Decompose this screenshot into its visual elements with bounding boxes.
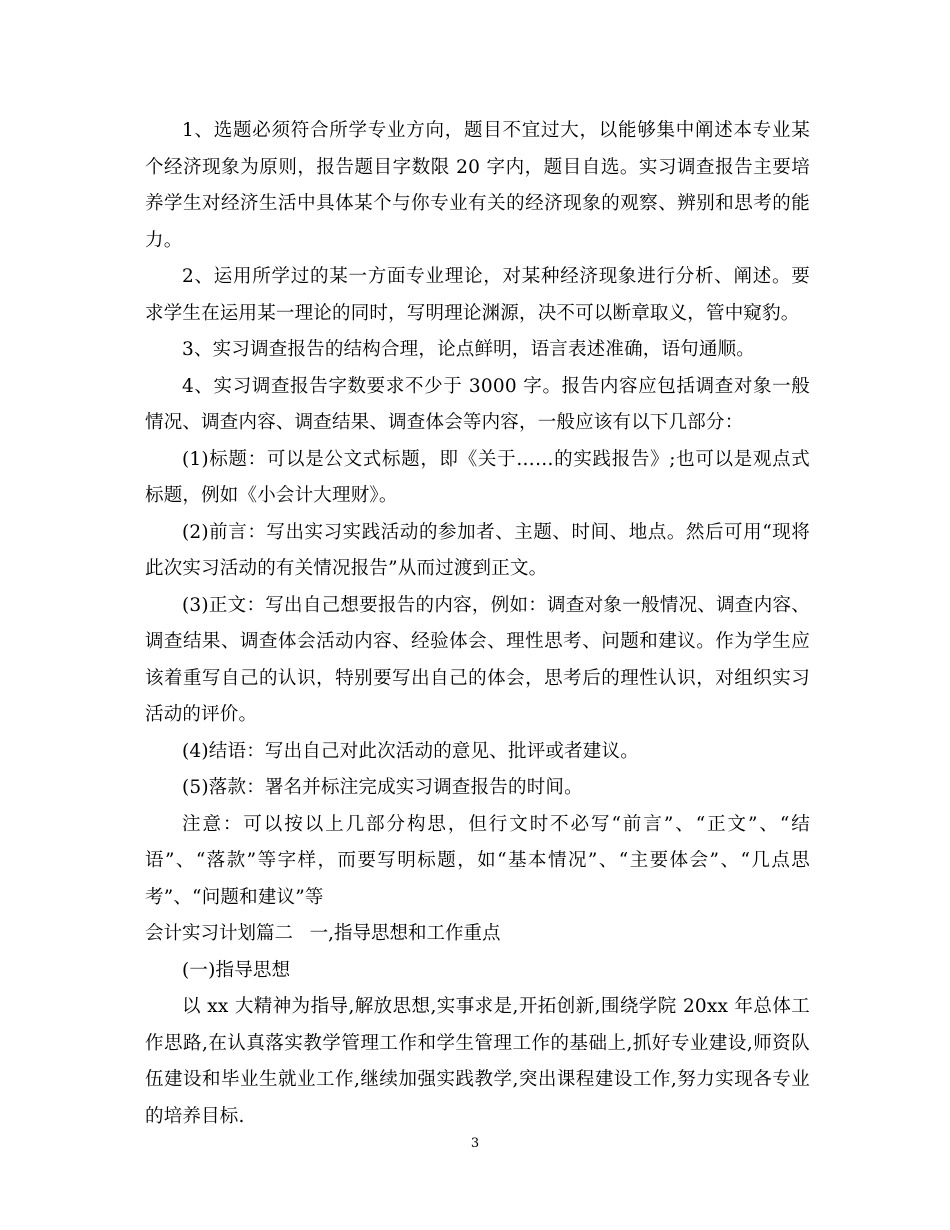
paragraph-3: 3、实习调查报告的结构合理，论点鲜明，语言表述准确，语句通顺。 <box>182 339 755 360</box>
paragraph-4: 4、实习调查报告字数要求不少于 3000 字。报告内容应包括调查对象一般情况、调查内容、调查结果、调查体会等内容，一般应该有以下几部分： <box>145 375 810 433</box>
section-heading: 会计实习计划篇二 一,指导思想和工作重点 <box>145 923 501 944</box>
paragraph-conclusion-item: (4)结语：写出自己对此次活动的意见、批评或者建议。 <box>182 740 639 762</box>
paragraph-preface-item: (2)前言：写出实习实践活动的参加者、主题、时间、地点。然后可用“现将此次实习活动的有关情况报告”从而过渡到正文。 <box>145 521 810 579</box>
paragraph-signature-item: (5)落款：署名并标注完成实习调查报告的时间。 <box>182 777 583 798</box>
paragraph-2: 2、运用所学过的某一方面专业理论，对某种经济现象进行分析、阐述。要求学生在运用某一理论的同时，写明理论渊源，决不可以断章取义，管中窥豹。 <box>145 266 810 324</box>
page-number: 3 <box>470 1136 480 1151</box>
paragraph-1: 1、选题必须符合所学专业方向，题目不宜过大，以能够集中阐述本专业某个经济现象为原则，报告题目字数限 20 字内，题目自选。实习调查报告主要培养学生对经济生活中具体某个与你专业有关的经济现象的观察、辨别和思考的能力。 <box>145 120 810 251</box>
body-paragraph: 以 xx 大精神为指导,解放思想,实事求是,开拓创新,围绕学院 20xx 年总体工作思路,在认真落实教学管理工作和学生管理工作的基础上,抓好专业建设,师资队伍建设和毕业生就业工作,继续加强实践教学,突出课程建设工作,努力实现各专业的培养目标. <box>145 996 810 1127</box>
paragraph-body-item: (3)正文：写出自己想要报告的内容，例如：调查对象一般情况、调查内容、调查结果、调查体会活动内容、经验体会、理性思考、问题和建议。作为学生应该着重写自己的认识，特别要写出自己的体会，思考后的理性认识，对组织实习活动的评价。 <box>145 594 810 725</box>
paragraph-note: 注意：可以按以上几部分构思，但行文时不必写“前言”、“正文”、“结语”、“落款”等字样，而要写明标题，如“基本情况”、“主要体会”、“几点思考”、“问题和建议”等 <box>145 813 810 908</box>
subheading: (一)指导思想 <box>182 959 291 981</box>
document-body <box>145 113 810 1135</box>
paragraph-title-item: (1)标题：可以是公文式标题，即《关于……的实践报告》;也可以是观点式标题，例如《小会计大理财》。 <box>145 448 810 506</box>
